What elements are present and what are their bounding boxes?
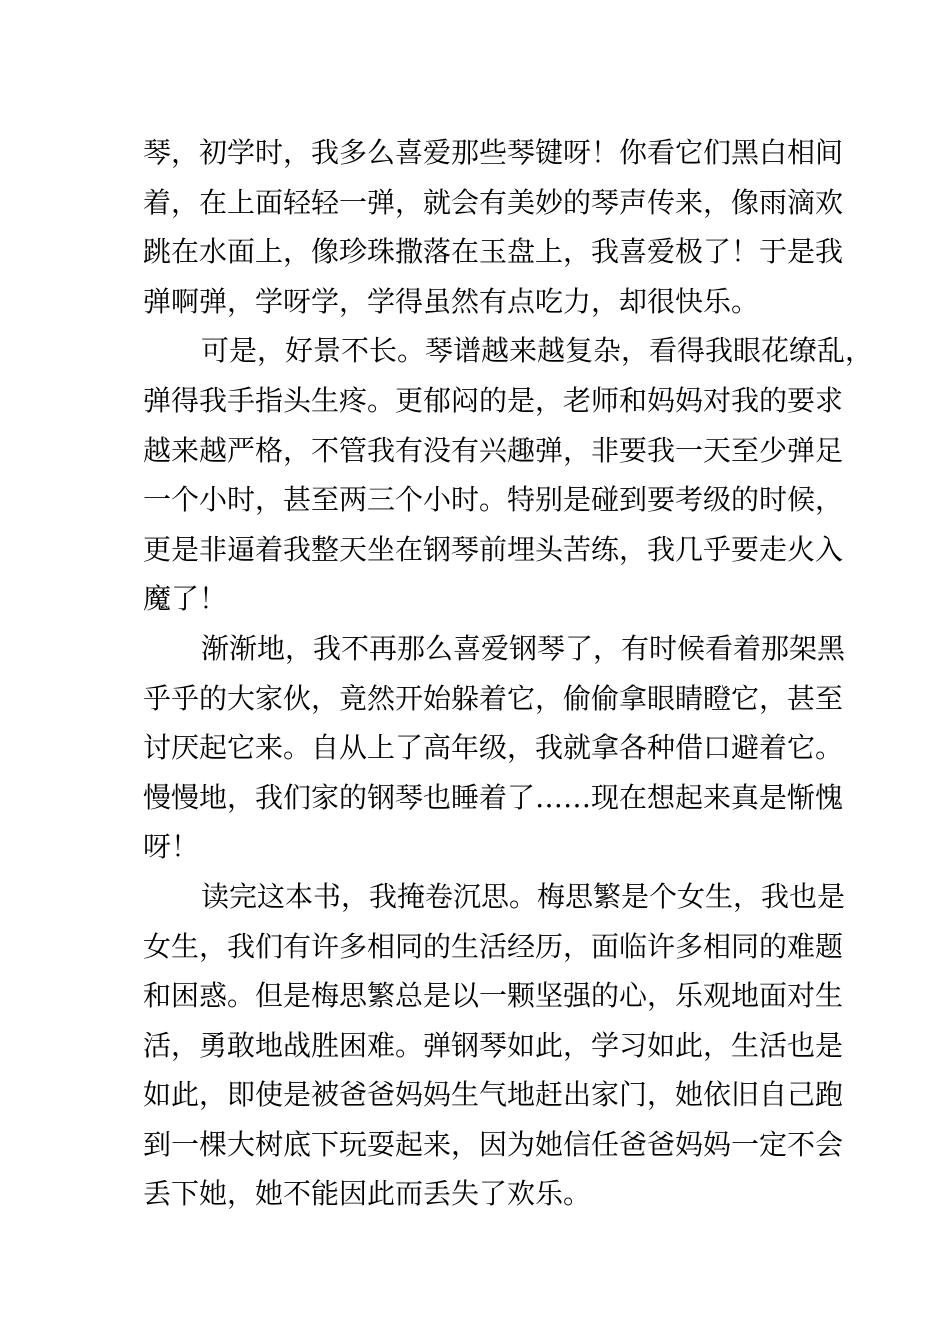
text-line: 如此，即使是被爸爸妈妈生气地赶出家门，她依旧自己跑 bbox=[143, 1078, 844, 1112]
text-line: 一个小时，甚至两三个小时。特别是碰到要考级的时候， bbox=[143, 483, 844, 517]
text-line: 琴，初学时，我多么喜爱那些琴键呀！你看它们黑白相间 bbox=[143, 136, 844, 169]
text-line: 越来越严格，不管我有没有兴趣弹，非要我一天至少弹足 bbox=[143, 433, 844, 467]
text-line: 更是非逼着我整天坐在钢琴前埋头苦练，我几乎要走火入 bbox=[143, 532, 844, 566]
text-line: 魔了！ bbox=[143, 582, 228, 616]
paragraph-2 bbox=[143, 326, 874, 624]
text-line: 和困惑。但是梅思繁总是以一颗坚强的心，乐观地面对生 bbox=[143, 979, 844, 1013]
text-line: 读完这本书，我掩卷沉思。梅思繁是个女生，我也是 bbox=[201, 879, 846, 913]
text-line: 弹啊弹，学呀学，学得虽然有点吃力，却很快乐。 bbox=[143, 284, 760, 318]
paragraph-1 bbox=[143, 128, 844, 326]
text-line: 跳在水面上，像珍珠撒落在玉盘上，我喜爱极了！于是我 bbox=[143, 235, 844, 269]
body-text bbox=[143, 128, 874, 1219]
text-line: 乎乎的大家伙，竟然开始躲着它，偷偷拿眼睛瞪它，甚至 bbox=[143, 681, 844, 715]
text-line: 丢下她，她不能因此而丢失了欢乐。 bbox=[143, 1177, 592, 1211]
text-line: 到一棵大树底下玩耍起来，因为她信任爸爸妈妈一定不会 bbox=[143, 1127, 844, 1161]
text-line: 女生，我们有许多相同的生活经历，面临许多相同的难题 bbox=[143, 929, 844, 963]
text-line: 讨厌起它来。自从上了高年级，我就拿各种借口避着它。 bbox=[143, 731, 844, 765]
paragraph-4 bbox=[143, 872, 846, 1219]
paragraph-3 bbox=[143, 624, 846, 872]
text-line: 弹得我手指头生疼。更郁闷的是，老师和妈妈对我的要求 bbox=[143, 383, 844, 417]
text-line: 呀！ bbox=[143, 830, 200, 864]
text-line: 慢慢地，我们家的钢琴也睡着了……现在想起来真是惭愧 bbox=[143, 780, 844, 814]
text-line: 活，勇敢地战胜困难。弹钢琴如此，学习如此，生活也是 bbox=[143, 1028, 844, 1062]
text-line: 渐渐地，我不再那么喜爱钢琴了，有时候看着那架黑 bbox=[201, 631, 846, 665]
text-line: 可是，好景不长。琴谱越来越复杂，看得我眼花缭乱， bbox=[201, 334, 874, 368]
text-line: 着，在上面轻轻一弹，就会有美妙的琴声传来，像雨滴欢 bbox=[143, 185, 844, 219]
